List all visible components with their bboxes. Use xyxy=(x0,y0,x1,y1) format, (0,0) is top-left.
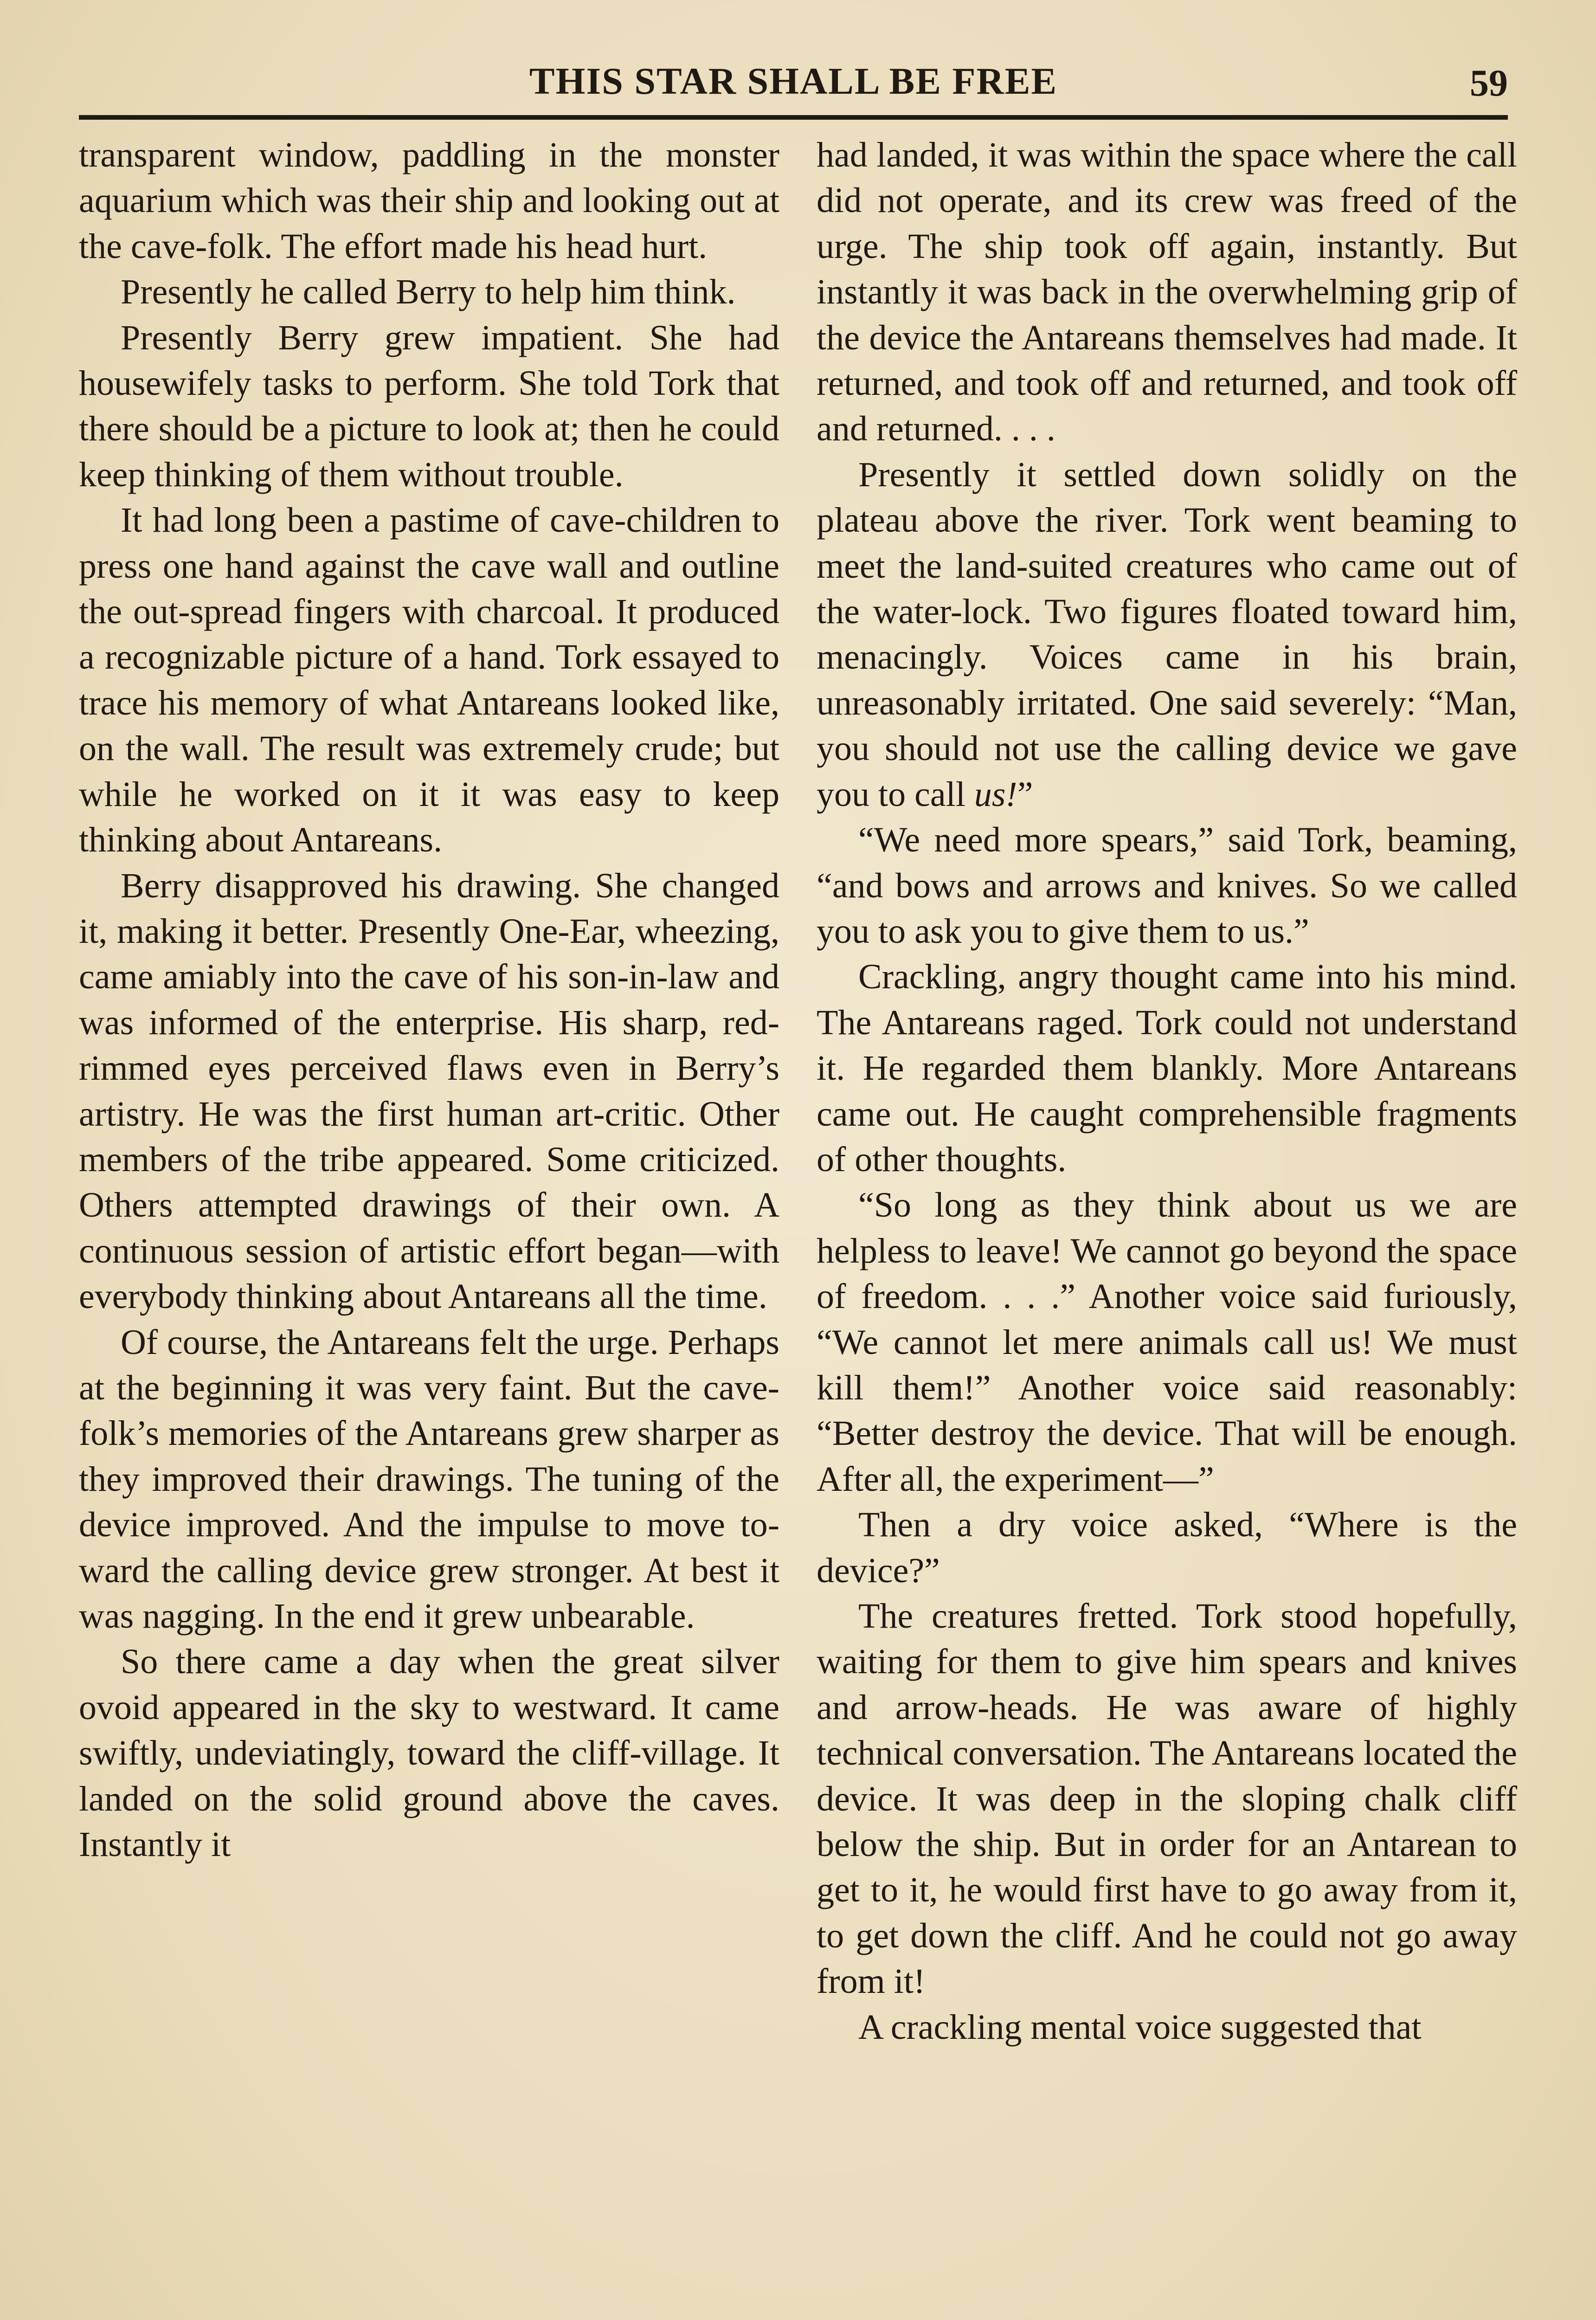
paragraph: Presently Berry grew impatient. She had housewifely tasks to perform. She told Tork that there should be a picture to look at; then he could keep thinking of them without trouble. xyxy=(79,318,779,494)
paragraph-text: Presently it settled down solidly on the plateau above the river. Tork went beaming to meet the land-suited creatures who came out of the water-lock. Two figures floated toward him, menacingly. Voices came in his brain, unreasonably irritated. One said severely: “Man, you should not use the calling device we gave you to call xyxy=(817,455,1517,814)
paragraph: had landed, it was within the space where the call did not operate, and its crew was freed of the urge. The ship took off again, instantly. But instantly it was back in the overwhelming grip of the device the Antareans themselves had made. It returned, and took off and returned, and took off and returned. . . . xyxy=(817,135,1517,449)
paragraph: It had long been a pastime of cave-children to press one hand against the cave wall and outline the out-spread fingers with charcoal. It produced a recognizable picture of a hand. Tork essayed to trace his memory of what Antareans looked like, on the wall. The result was extremely crude; but while he worked on it it was easy to keep thinking about Antareans. xyxy=(79,501,779,860)
paragraph: Berry disapproved his drawing. She changed it, making it better. Presently One-Ear, wheezing, came amiably into the cave of his son-in-law and was informed of the enterprise. His sharp, red-rimmed eyes perceived flaws even in Berry’s artistry. He was the first human art-critic. Other members of the tribe appeared. Some criticized. Others attempted drawings of their own. A continuous session of artistic effort began—with everybody thinking about Antareans all the time. xyxy=(79,866,779,1316)
page-header xyxy=(79,56,1508,114)
paragraph: “We need more spears,” said Tork, beaming, “and bows and arrows and knives. So we called you to ask you to give them to us.” xyxy=(817,820,1517,951)
paragraph: Crackling, angry thought came into his mind. The Antareans raged. Tork could not understand it. He regarded them blankly. More Antareans came out. He caught comprehensible fragments of other thoughts. xyxy=(817,957,1517,1179)
paragraph: Then a dry voice asked, “Where is the device?” xyxy=(817,1505,1517,1590)
left-column xyxy=(79,132,779,1867)
paragraph: Of course, the Antareans felt the urge. Perhaps at the beginning it was very faint. But the cave-folk’s memories of the Antareans grew sharper as they improved their drawings. The tuning of the device improved. And the impulse to move toward the calling device grew stronger. At best it was nagging. In the end it grew unbearable. xyxy=(79,1322,779,1636)
emphasized-word: us! xyxy=(974,774,1017,814)
paragraph: The creatures fretted. Tork stood hopefully, waiting for them to give him spears and knives and arrow-heads. He was aware of highly technical conversation. The Antareans located the device. It was deep in the sloping chalk cliff below the ship. But in order for an Antarean to get to it, he would first have to go away from it, to get down the cliff. And he could not go away from it! xyxy=(817,1597,1517,2001)
page-number: 59 xyxy=(1470,62,1508,104)
paragraph: “So long as they think about us we are helpless to leave! We cannot go beyond the space of freedom. . . .” Another voice said furiously, “We cannot let mere animals call us! We must kill them!” Another voice said reasonably: “Better destroy the device. That will be enough. After all, the experiment—” xyxy=(817,1186,1517,1499)
header-rule xyxy=(79,115,1508,120)
closing-quote: ” xyxy=(1017,774,1033,814)
paragraph: Presently he called Berry to help him think. xyxy=(121,272,736,312)
paragraph: A crackling mental voice suggested that xyxy=(858,2007,1422,2047)
paragraph: transparent window, paddling in the monster aquarium which was their ship and looking out at the cave-folk. The effort made his head hurt. xyxy=(79,135,779,266)
paragraph: So there came a day when the great silver ovoid appeared in the sky to westward. It came swiftly, undeviatingly, toward the cliff-village. It landed on the solid ground above the caves. Instantly it xyxy=(79,1642,779,1864)
right-column xyxy=(817,132,1517,2050)
paragraph xyxy=(817,452,1517,817)
running-title: THIS STAR SHALL BE FREE xyxy=(529,60,1058,102)
